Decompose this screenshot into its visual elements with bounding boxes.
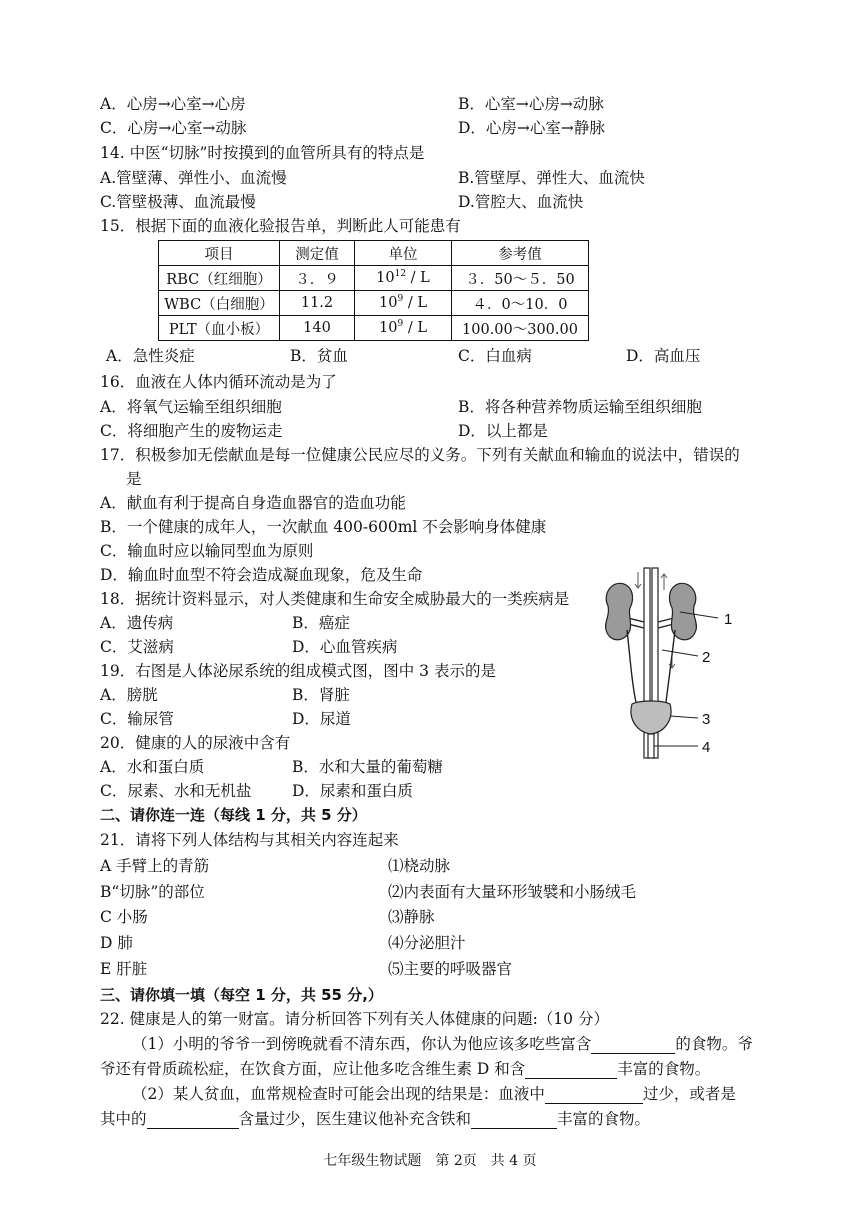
q17-stem-line1: 17．积极参加无偿献血是每一位健康公民应尽的义务。下列有关献血和输血的说法中，错误的 [100, 446, 740, 464]
table-cell: RBC（红细胞） [159, 266, 280, 291]
q18-option-a: A．遗传病 [100, 614, 174, 632]
q14-option-b: B.管壁厚、弹性大、血流快 [458, 169, 645, 187]
q21-stem: 21．请将下列人体结构与其相关内容连起来 [100, 831, 399, 849]
q17-option-b: B．一个健康的成年人，一次献血 400-600ml 不会影响身体健康 [100, 518, 547, 536]
q19-stem: 19．右图是人体泌尿系统的组成模式图，图中 3 表示的是 [100, 662, 496, 680]
table-row [159, 316, 589, 341]
answer-blank[interactable] [591, 1037, 675, 1054]
q20-option-b: B．水和大量的葡萄糖 [292, 758, 443, 776]
q14-stem: 14. 中医“切脉”时按摸到的血管所具有的特点是 [100, 144, 425, 162]
q22-part1-line1 [132, 1034, 753, 1054]
q14-option-d: D.管腔大、血流快 [458, 193, 584, 211]
q22-part1-text-a: （1）小明的爷爷一到傍晚就看不清东西，你认为他应该多吃些富含 [132, 1035, 592, 1053]
q20-stem: 20．健康的人的尿液中含有 [100, 734, 291, 752]
q14-option-a: A.管壁薄、弹性小、血流慢 [100, 169, 287, 187]
q20-option-c: C．尿素、水和无机盐 [100, 782, 252, 800]
q17-option-c: C．输血时应以输同型血为原则 [100, 542, 314, 560]
q22-part1-line2 [100, 1059, 710, 1079]
table-cell-unit [355, 266, 452, 291]
q13-option-a: A．心房→心室→心房 [100, 95, 246, 113]
q22-part2-line2 [100, 1109, 650, 1129]
figure-label-3: 3 [702, 711, 711, 728]
answer-blank[interactable] [147, 1112, 239, 1129]
q13-option-d: D．心房→心室→静脉 [458, 119, 605, 137]
q19-option-b: B．肾脏 [292, 686, 350, 704]
q20-option-d: D．尿素和蛋白质 [292, 782, 413, 800]
figure-label-2: 2 [702, 649, 711, 666]
q17-option-a: A．献血有利于提高自身造血器官的造血功能 [100, 494, 406, 512]
q18-option-d: D．心血管疾病 [292, 638, 398, 656]
table-cell-unit [355, 291, 452, 316]
q17-option-d: D．输血时血型不符会造成凝血现象，危及生命 [100, 566, 423, 584]
q14-option-c: C.管壁极薄、血流最慢 [100, 193, 256, 211]
match-right-item: ⑴桡动脉 [388, 857, 451, 875]
q15-option-d: D．高血压 [626, 347, 701, 365]
q22-part2-line1 [132, 1084, 736, 1104]
table-cell: ４．0～10．0 [452, 291, 589, 316]
q22-part1-text-c: 爷还有骨质疏松症，在饮食方面，应让他多吃含维生素 D 和含 [100, 1060, 526, 1078]
section3-title: 三、请你填一填（每空 1 分，共 55 分,） [100, 986, 383, 1004]
table-cell: PLT（血小板） [159, 316, 280, 341]
q15-option-c: C．白血病 [458, 347, 532, 365]
unit-exponent: 9 [397, 294, 404, 304]
table-header-row [159, 241, 589, 266]
table-header: 参考值 [452, 241, 589, 266]
q22-part2-text-e: 丰富的食物。 [557, 1110, 651, 1128]
match-left-item: C 小肠 [100, 908, 148, 926]
answer-blank[interactable] [471, 1112, 557, 1129]
unit-base: 10 [379, 295, 398, 311]
q16-option-d: D．以上都是 [458, 422, 548, 440]
answer-blank[interactable] [525, 1062, 617, 1079]
match-right-item: ⑵内表面有大量环形皱襞和小肠绒毛 [388, 883, 637, 901]
match-left-item: E 肝脏 [100, 960, 148, 978]
q15-option-a: A．急性炎症 [106, 347, 195, 365]
q19-option-a: A．膀胱 [100, 686, 158, 704]
table-cell: 140 [280, 316, 355, 341]
q22-stem: 22. 健康是人的第一财富。请分析回答下列有关人体健康的问题:（10 分） [100, 1010, 609, 1028]
blood-test-table [158, 240, 589, 341]
match-left-item: D 肺 [100, 934, 133, 952]
unit-base: 10 [379, 320, 398, 336]
unit-tail: / L [403, 320, 427, 336]
q19-option-c: C．输尿管 [100, 710, 174, 728]
answer-blank[interactable] [545, 1087, 643, 1104]
q18-option-b: B．癌症 [292, 614, 350, 632]
q16-option-c: C．将细胞产生的废物运走 [100, 422, 283, 440]
table-row [159, 266, 589, 291]
match-left-item: B“切脉”的部位 [100, 883, 205, 901]
table-cell: 100.00～300.00 [452, 316, 589, 341]
q22-part2-text-c: 其中的 [100, 1110, 147, 1128]
table-cell: ３．９ [280, 266, 355, 291]
q13-option-c: C．心房→心室→动脉 [100, 119, 247, 137]
urinary-system-diagram [600, 566, 750, 766]
unit-base: 10 [376, 270, 395, 286]
q17-stem-line2: 是 [126, 470, 142, 488]
table-cell-unit [355, 316, 452, 341]
match-right-item: ⑷分泌胆汁 [388, 934, 466, 952]
page-footer: 七年级生物试题 第 2页 共 4 页 [323, 1153, 537, 1169]
unit-tail: / L [406, 270, 430, 286]
q18-stem: 18．据统计资料显示，对人类健康和生命安全威胁最大的一类疾病是 [100, 590, 570, 608]
figure-label-4: 4 [702, 739, 711, 756]
q22-part1-text-b: 的食物。爷 [675, 1035, 753, 1053]
q16-stem: 16．血液在人体内循环流动是为了 [100, 373, 337, 391]
match-right-item: ⑸主要的呼吸器官 [388, 960, 513, 978]
match-right-item: ⑶静脉 [388, 908, 435, 926]
q16-option-b: B．将各种营养物质运输至组织细胞 [458, 398, 702, 416]
table-cell: ３．50～５．50 [452, 266, 589, 291]
table-cell: WBC（白细胞） [159, 291, 280, 316]
figure-label-1: 1 [724, 611, 733, 628]
q22-part2-text-a: （2）某人贫血，血常规检查时可能会出现的结果是：血液中 [132, 1085, 545, 1103]
q16-option-a: A．将氧气运输至组织细胞 [100, 398, 282, 416]
match-left-item: A 手臂上的青筋 [100, 857, 210, 875]
table-header: 单位 [355, 241, 452, 266]
table-row [159, 291, 589, 316]
q15-option-b: B．贫血 [290, 347, 348, 365]
unit-exponent: 9 [397, 319, 404, 329]
unit-tail: / L [403, 295, 427, 311]
table-cell: 11.2 [280, 291, 355, 316]
q15-stem: 15．根据下面的血液化验报告单，判断此人可能患有 [100, 217, 461, 235]
unit-exponent: 12 [394, 269, 407, 279]
q22-part1-text-d: 丰富的食物。 [617, 1060, 711, 1078]
q18-option-c: C．艾滋病 [100, 638, 174, 656]
q20-option-a: A．水和蛋白质 [100, 758, 205, 776]
q22-part2-text-d: 含量过少，医生建议他补充含铁和 [238, 1110, 472, 1128]
q22-part2-text-b: 过少，或者是 [642, 1085, 736, 1103]
table-header: 项目 [159, 241, 280, 266]
q19-option-d: D．尿道 [292, 710, 351, 728]
table-header: 测定值 [280, 241, 355, 266]
q13-option-b: B．心室→心房→动脉 [458, 95, 604, 113]
section2-title: 二、请你连一连（每线 1 分，共 5 分） [100, 806, 367, 824]
